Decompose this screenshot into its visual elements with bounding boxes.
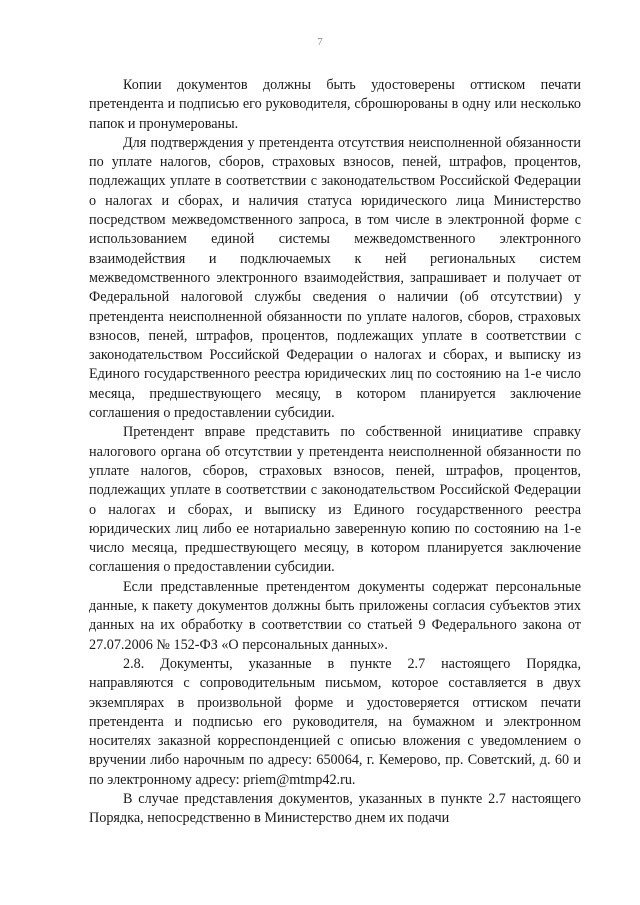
paragraph-personal-data-consent: Если представленные претендентом документы содержат персональные данные, к пакету документов должны быть приложены согласия субъектов этих данных на их обработку в соответствии со статьей 9 Федерального закона от 27.07.2006 № 152-ФЗ «О персональных данных». <box>89 578 581 653</box>
paragraph-direct-submission: В случае представления документов, указанных в пункте 2.7 настоящего Порядка, непосредственно в Министерство днем их подачи <box>89 790 581 827</box>
paragraph-section-2-8: 2.8. Документы, указанные в пункте 2.7 настоящего Порядка, направляются с сопроводительным письмом, которое составляется в двух экземплярах в произвольной форме и удостоверяется оттиском печати претендента и подписью его руководителя, на бумажном и электронном носителях заказной корреспонденцией с описью вложения с уведомлением о вручении либо нарочным по адресу: 650064, г. Кемерово, пр. Советский, д. 60 и по электронному адресу: priem@mtmp42.ru. <box>89 655 581 788</box>
paragraph-tax-obligation-check: Для подтверждения у претендента отсутствия неисполненной обязанности по уплате налогов, сборов, страховых взносов, пеней, штрафов, процентов, подлежащих уплате в соответствии с законодательством Российской Федерации о налогах и сборах, и наличия статуса юридического лица Министерство посредством межведомственного запроса, в том числе в электронной форме с использованием единой системы межведомственного электронного взаимодействия и подключаемых к ней региональных систем межведомственного электронного взаимодействия, запрашивает и получает от Федеральной налоговой службы сведения о наличии (об отсутствии) у претендента неисполненной обязанности по уплате налогов, сборов, страховых взносов, пеней, штрафов, процентов, подлежащих уплате в соответствии с законодательством Российской Федерации о налогах и сборах, и выписку из Единого государственного реестра юридических лиц по состоянию на 1-е число месяца, предшествующего месяцу, в котором планируется заключение соглашения о предоставлении субсидии. <box>89 134 581 422</box>
paragraph-applicant-certificate: Претендент вправе представить по собственной инициативе справку налогового органа об отсутствии у претендента неисполненной обязанности по уплате налогов, сборов, страховых взносов, пеней, штрафов, процентов, подлежащих уплате в соответствии с законодательством Российской Федерации о налогах и сборах, и выписку из Единого государственного реестра юридических лиц либо ее нотариально заверенную копию по состоянию на 1-е число месяца, предшествующего месяцу, в котором планируется заключение соглашения о предоставлении субсидии. <box>89 424 581 576</box>
paragraph-copies-certification: Копии документов должны быть удостоверены оттиском печати претендента и подписью его руководителя, сброшюрованы в одну или несколько папок и пронумерованы. <box>89 77 581 132</box>
document-body <box>89 76 581 829</box>
page-number: 7 <box>317 36 323 48</box>
